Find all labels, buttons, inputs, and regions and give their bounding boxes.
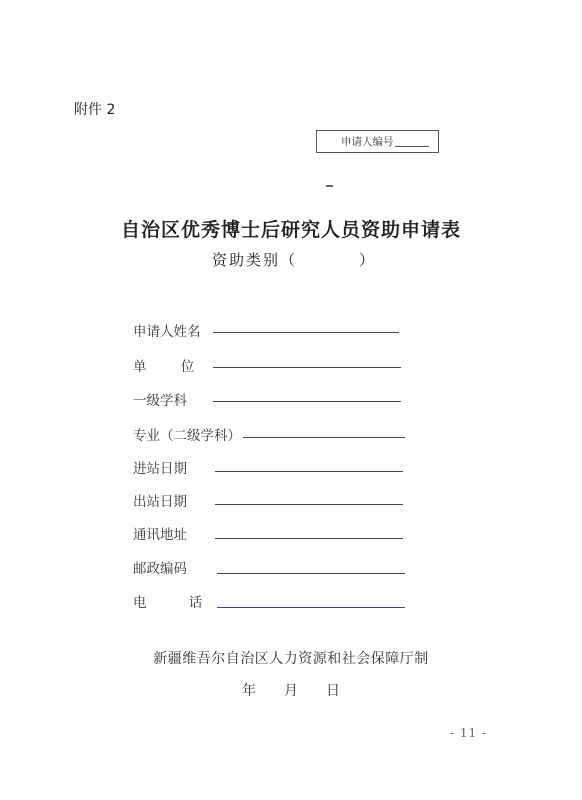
page-number: - 11 - xyxy=(450,726,488,740)
field-underline xyxy=(213,401,401,402)
field-label: 通讯地址 xyxy=(133,527,187,543)
field-underline xyxy=(215,504,403,505)
funding-category-line xyxy=(212,249,376,270)
scan-mark xyxy=(326,185,333,187)
applicant-id-blank xyxy=(395,137,429,147)
field-label: 电 话 xyxy=(133,595,203,611)
field-label: 出站日期 xyxy=(133,494,187,510)
field-label: 一级学科 xyxy=(133,393,187,409)
field-underline xyxy=(215,538,403,539)
field-label: 单 位 xyxy=(133,359,195,375)
field-underline xyxy=(217,573,405,574)
attachment-label: 附件 2 xyxy=(74,102,116,118)
funding-category-close: ） xyxy=(359,251,377,269)
date-month-label: 月 xyxy=(284,683,298,699)
applicant-id-box xyxy=(316,130,439,153)
field-underline xyxy=(243,437,405,438)
field-underline xyxy=(215,471,403,472)
field-label: 申请人姓名 xyxy=(133,324,201,340)
funding-category-label: 资助类别（ xyxy=(212,251,298,269)
applicant-id-label: 申请人编号 xyxy=(341,136,394,148)
field-label: 进站日期 xyxy=(133,461,187,477)
field-label: 邮政编码 xyxy=(133,561,187,577)
issue-date-line xyxy=(0,680,582,700)
form-title: 自治区优秀博士后研究人员资助申请表 xyxy=(120,219,461,241)
field-underline xyxy=(213,332,399,333)
field-label: 专业（二级学科） xyxy=(133,428,241,444)
field-underline xyxy=(213,367,401,368)
field-underline xyxy=(217,607,405,608)
date-day-label: 日 xyxy=(326,683,340,699)
date-year-label: 年 xyxy=(242,683,256,699)
issuer-line: 新疆维吾尔自治区人力资源和社会保障厅制 xyxy=(153,651,429,667)
